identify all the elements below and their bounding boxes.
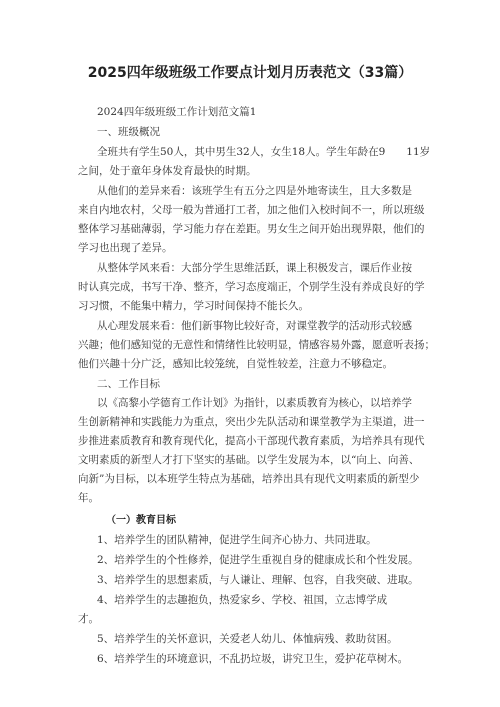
section-heading-overview: 一、班级概况 [97,126,160,138]
paragraph-line: 年。 [78,492,99,504]
paragraph-line: 全班共有学生50人，其中男生32人，女生18人。学生年龄在9 11岁 [97,146,431,158]
paragraph-line: 以《高黎小学德育工作计划》为指针，以素质教育为核心，以培养学 [97,397,412,409]
paragraph-line: 文明素质的新型人才打下坚实的基础。以学生发展为本，以“向上、向善、 [78,454,420,466]
paragraph-line: 从他们的差异来看：该班学生有五分之四是外地寄读生，且大多数是 [97,185,412,197]
paragraph-line: 习习惯，不能集中精力，学习时间保持不能长久。 [78,300,309,312]
list-item: 4、培养学生的志趣抱负，热爱家乡、学校、祖国，立志博学成 [97,594,388,606]
paragraph-line: 来自内地农村，父母一般为普通打工者，加之他们入校时间不一，所以班级 [78,204,425,216]
paragraph-line: 他们兴趣十分广泛，感知比较笼统，自觉性较差，注意力不够稳定。 [78,358,393,370]
document-title: 2025四年级班级工作要点计划月历表范文（33篇） [87,65,413,81]
article-heading: 2024四年级班级工作计划范文篇1 [97,106,257,118]
list-item: 3、培养学生的思想素质，与人谦让、理解、包容，自我突破、进取。 [97,574,419,586]
paragraph-line: 兴趣；他们感知觉的无意性和情绪性比较明显，情感容易外露，愿意听表扬； [78,339,435,351]
list-item-continuation: 才。 [78,613,99,625]
paragraph-line: 之间，处于童年身体发育最快的时期。 [78,165,257,177]
list-item: 1、培养学生的团队精神，促进学生间齐心协力、共同进取。 [97,534,377,546]
section-heading-goals: 二、工作目标 [97,378,160,390]
paragraph-line: 从心理发展来看：他们新事物比较好奇，对课堂教学的活动形式较感 [97,320,412,332]
paragraph-line: 整体学习基础薄弱，学习能力存在差距。男女生之间开始出现界限，他们的 [78,223,425,235]
paragraph-line: 从整体学风来看：大部分学生思维活跃，课上积极发言，课后作业按 [97,262,412,274]
list-item: 2、培养学生的个性修养，促进学生重视自身的健康成长和个性发展。 [97,554,419,566]
list-item: 5、培养学生的关怀意识，关爱老人幼儿、体恤病残、救助贫困。 [97,633,398,645]
paragraph-line: 时认真完成，书写干净、整齐，学习态度端正，个别学生没有养成良好的学 [78,281,425,293]
paragraph-line: 生创新精神和实践能力为重点，突出少先队活动和课堂教学为主渠道，进一 [78,416,425,428]
paragraph-line: 向新”为目标，以本班学生特点为基础，培养出具有现代文明素质的新型少 [78,473,420,485]
subsection-heading: （一）教育目标 [106,515,176,526]
paragraph-line: 步推进素质教育和教育现代化，提高小干部现代教育素质，为培养具有现代 [78,435,425,447]
list-item: 6、培养学生的环境意识，不乱扔垃圾，讲究卫生，爱护花草树木。 [97,653,409,665]
paragraph-line: 学习也出现了差异。 [78,242,173,254]
